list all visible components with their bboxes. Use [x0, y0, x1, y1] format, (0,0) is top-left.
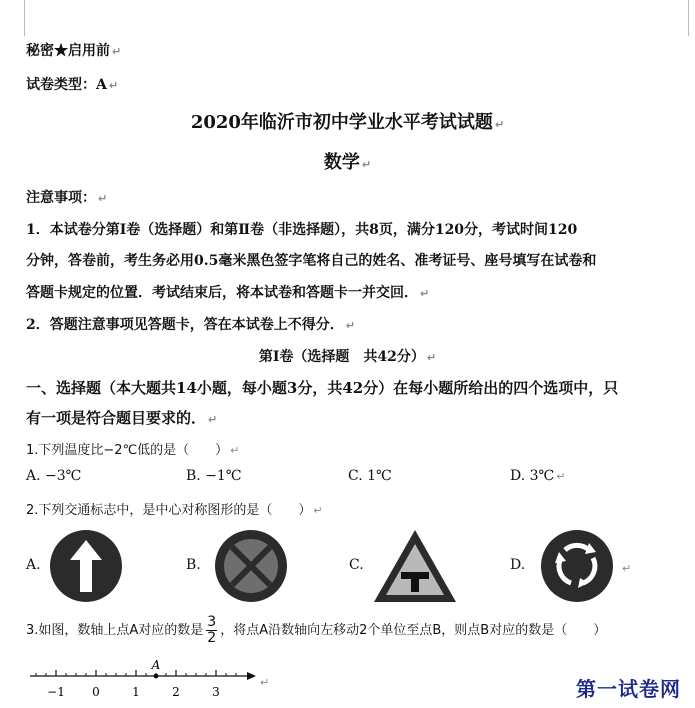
question-1-stem: 1.下列温度比−2℃低的是（ ） ↵: [26, 443, 240, 458]
question-2-label-d: D.: [510, 557, 526, 573]
straight-ahead-sign-icon: [46, 528, 126, 604]
point-a-label: A: [151, 660, 161, 672]
t-junction-warning-sign-icon: [372, 528, 458, 604]
note-item-1-line-2: 分钟，答卷前，考生务必用0.5毫米黑色签字笔将自己的姓名、准考证号、座号填写在试卷和: [26, 253, 597, 269]
section-intro-line-1: 一、选择题（本大题共14小题，每小题3分，共42分）在每小题所给出的四个选项中，只: [26, 379, 619, 397]
number-line-tick-label: 0: [92, 685, 100, 699]
number-line-tick-label: 2: [172, 685, 180, 699]
number-line-tick-label: −1: [47, 685, 65, 699]
question-3-stem: 3.如图，数轴上点A对应的数是 $\frac{3}{2}$ ，将点A沿数轴向左移动2个单位至点B，则点B对应的数是（ ）: [26, 614, 607, 646]
note-item-1-line-1: 1．本试卷分第Ⅰ卷（选择题）和第Ⅱ卷（非选择题），共8页，满分120分，考试时间120: [26, 222, 578, 238]
question-2-stem: 2.下列交通标志中，是中心对称图形的是（ ） ↵: [26, 503, 323, 518]
exam-type-label: 试卷类型：A ↵: [26, 77, 119, 93]
paragraph-mark: ↵: [260, 676, 270, 689]
question-1-option-c: C. 1℃: [348, 468, 392, 484]
question-1-option-b: B. −1℃: [186, 468, 242, 484]
exam-title: 2020年临沂市初中学业水平考试试题 ↵: [190, 112, 505, 133]
question-2-label-a: A.: [26, 557, 41, 573]
number-line-tick-label: 3: [212, 685, 220, 699]
no-parking-sign-icon: [212, 528, 290, 604]
number-line-arrow: [247, 672, 256, 680]
subject-title: 数学 ↵: [323, 152, 372, 173]
question-1-option-d: D. 3℃ ↵: [510, 468, 566, 484]
notes-heading: 注意事项： ↵: [26, 190, 108, 206]
page-margin-mark: [688, 0, 689, 36]
point-a-marker: [154, 674, 159, 679]
note-item-2: 2．答题注意事项见答题卡，答在本试卷上不得分． ↵: [26, 317, 355, 333]
number-line-tick-label: 1: [132, 685, 140, 699]
page-margin-mark: [24, 0, 25, 36]
section-intro-line-2: 有一项是符合题目要求的． ↵: [26, 409, 218, 427]
secret-label: 秘密★启用前 ↵: [26, 43, 122, 59]
note-item-1-line-3: 答题卡规定的位置．考试结束后，将本试卷和答题卡一并交回． ↵: [26, 285, 430, 301]
question-2-label-b: B.: [186, 557, 201, 573]
section-title: 第Ⅰ卷（选择题 共42分） ↵: [258, 349, 437, 365]
roundabout-sign-icon: [538, 528, 616, 604]
question-1-option-a: A. −3℃: [26, 468, 82, 484]
number-line: [26, 660, 276, 704]
fraction-three-halves: $\frac{3}{2}$: [207, 614, 217, 646]
watermark: 第一试卷网: [576, 677, 681, 701]
question-2-label-c: C.: [349, 557, 364, 573]
paragraph-mark: ↵: [622, 562, 632, 575]
